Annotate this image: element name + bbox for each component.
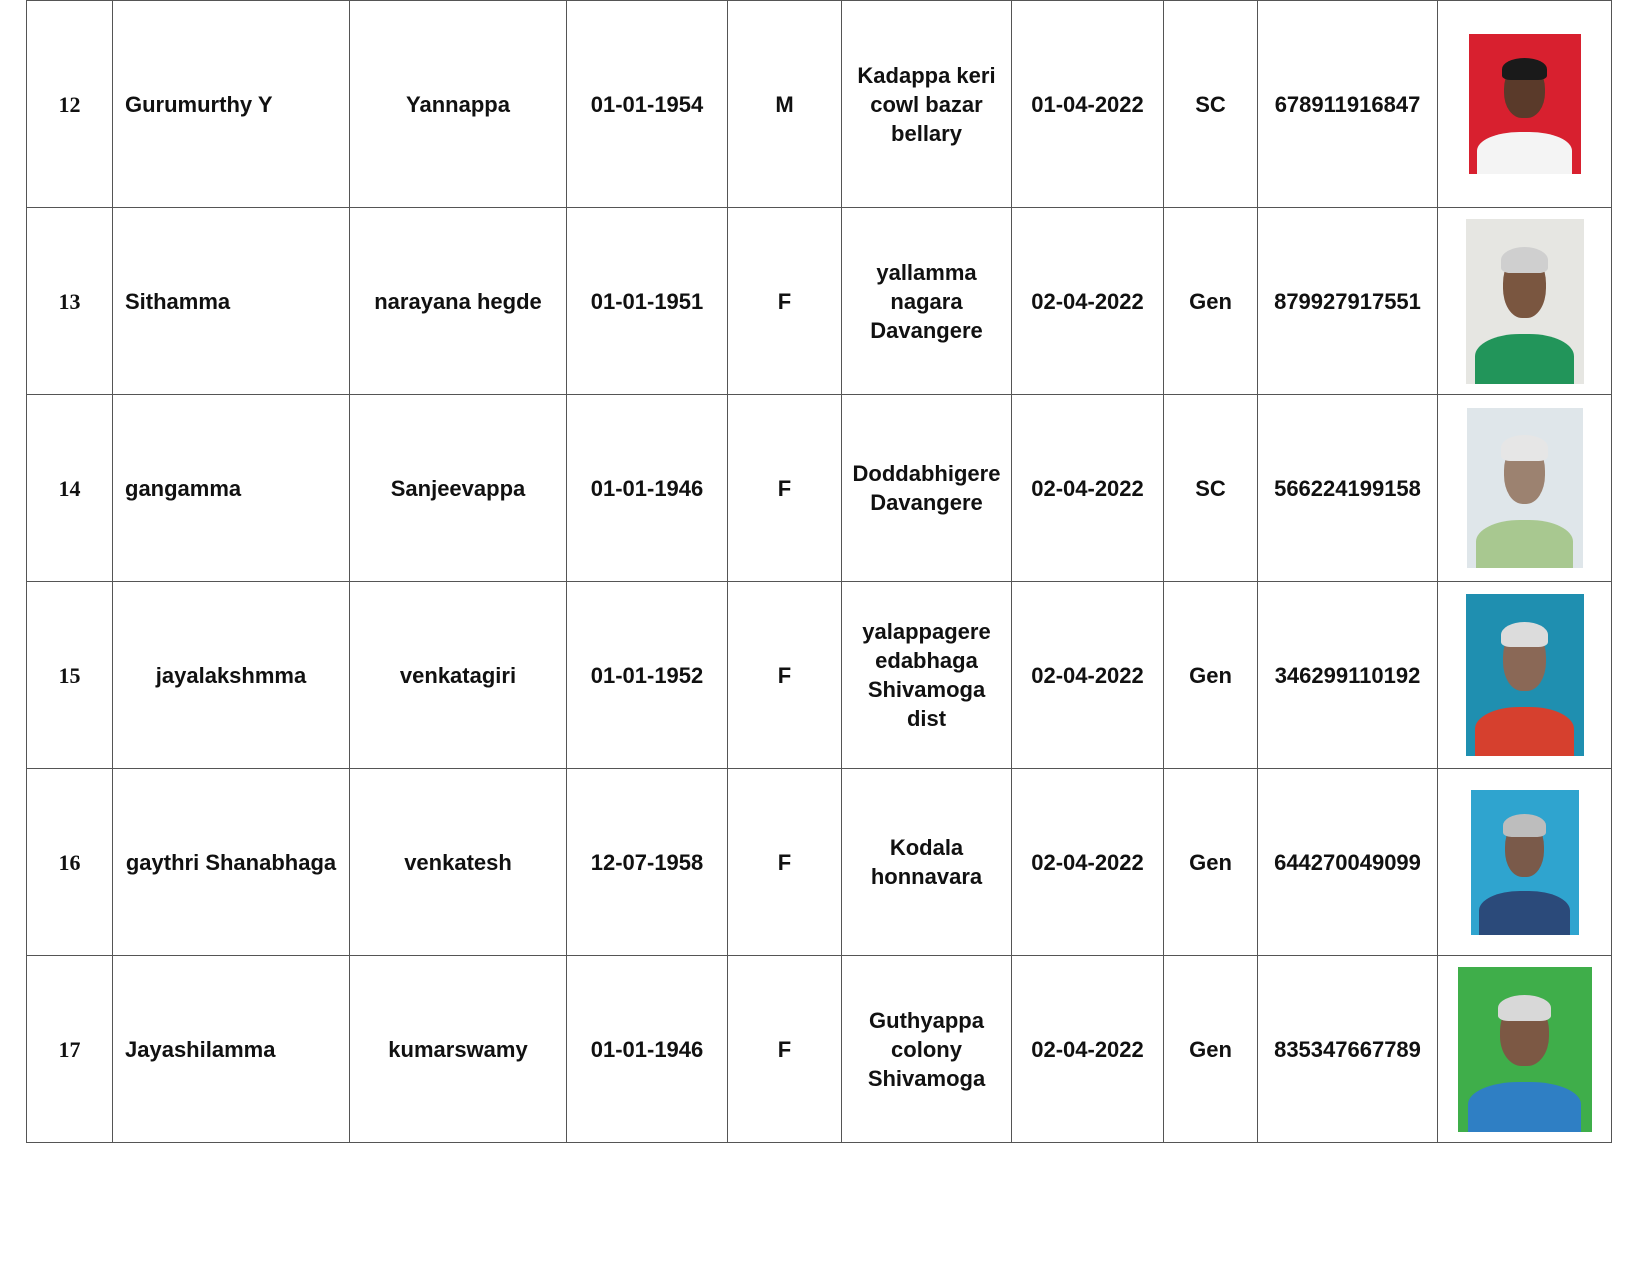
aadhaar-number: 835347667789: [1258, 956, 1438, 1143]
gender: F: [728, 582, 842, 769]
serial-number: 13: [27, 208, 113, 395]
category: Gen: [1164, 956, 1258, 1143]
photo-cell: [1438, 956, 1612, 1143]
address-line: honnavara: [870, 864, 983, 889]
photo-cell: [1438, 208, 1612, 395]
father-name: Yannappa: [350, 1, 567, 208]
address: [842, 769, 1012, 956]
gender: F: [728, 956, 842, 1143]
sanction-date: 02-04-2022: [1012, 769, 1164, 956]
sanction-date: 02-04-2022: [1012, 956, 1164, 1143]
address-line: Guthyappa: [869, 1007, 984, 1033]
address-line: yalappagere: [862, 619, 991, 644]
address-line: Shivamoga dist: [867, 677, 986, 731]
portrait-body: [1468, 1082, 1581, 1132]
aadhaar-number: 644270049099: [1258, 769, 1438, 956]
address: [842, 956, 1012, 1143]
category: Gen: [1164, 769, 1258, 956]
address-line: colony: [891, 1036, 962, 1062]
beneficiary-name: Gurumurthy Y: [113, 1, 350, 208]
table-row: [27, 1, 1612, 208]
sanction-date: 01-04-2022: [1012, 1, 1164, 208]
beneficiary-name: gangamma: [113, 395, 350, 582]
portrait-body: [1475, 334, 1574, 384]
father-name: venkatagiri: [350, 582, 567, 769]
father-name: Sanjeevappa: [350, 395, 567, 582]
portrait-photo-icon: [1471, 790, 1579, 935]
father-name: narayana hegde: [350, 208, 567, 395]
date-of-birth: 12-07-1958: [567, 769, 728, 956]
father-name: venkatesh: [350, 769, 567, 956]
portrait-photo-icon: [1458, 967, 1592, 1132]
aadhaar-number: 879927917551: [1258, 208, 1438, 395]
table-row: [27, 582, 1612, 769]
address-line: cowl bazar: [870, 91, 983, 117]
table-row: [27, 395, 1612, 582]
date-of-birth: 01-01-1946: [567, 956, 728, 1143]
gender: F: [728, 769, 842, 956]
photo-cell: [1438, 582, 1612, 769]
sanction-date: 02-04-2022: [1012, 208, 1164, 395]
portrait-photo-icon: [1466, 594, 1584, 756]
aadhaar-number: 566224199158: [1258, 395, 1438, 582]
portrait-body: [1479, 891, 1570, 935]
portrait-body: [1475, 707, 1574, 756]
father-name: kumarswamy: [350, 956, 567, 1143]
category: SC: [1164, 395, 1258, 582]
photo-cell: [1438, 769, 1612, 956]
address-line: Davangere: [870, 490, 983, 515]
portrait-body: [1476, 520, 1573, 568]
date-of-birth: 01-01-1946: [567, 395, 728, 582]
beneficiary-name: Jayashilamma: [113, 956, 350, 1143]
portrait-photo-icon: [1467, 408, 1583, 568]
address-line: Doddabhigere: [852, 461, 1001, 486]
portrait-photo-icon: [1469, 34, 1581, 174]
address-line: Kodala: [889, 835, 964, 860]
date-of-birth: 01-01-1954: [567, 1, 728, 208]
beneficiary-name: gaythri Shanabhaga: [113, 769, 350, 956]
date-of-birth: 01-01-1952: [567, 582, 728, 769]
beneficiary-name: jayalakshmma: [113, 582, 350, 769]
table-row: [27, 956, 1612, 1143]
serial-number: 12: [27, 1, 113, 208]
beneficiary-name: Sithamma: [113, 208, 350, 395]
portrait-hair: [1502, 58, 1547, 80]
portrait-hair: [1503, 814, 1546, 837]
address-line: edabhaga: [875, 648, 978, 673]
serial-number: 15: [27, 582, 113, 769]
beneficiary-table: [26, 0, 1612, 1143]
photo-cell: [1438, 1, 1612, 208]
portrait-hair: [1498, 995, 1552, 1021]
gender: F: [728, 395, 842, 582]
table-row: [27, 208, 1612, 395]
category: Gen: [1164, 208, 1258, 395]
portrait-hair: [1501, 247, 1548, 273]
photo-cell: [1438, 395, 1612, 582]
serial-number: 14: [27, 395, 113, 582]
address-line: Shivamoga: [867, 1065, 986, 1091]
address: [842, 1, 1012, 208]
date-of-birth: 01-01-1951: [567, 208, 728, 395]
address-line: yallamma: [876, 259, 977, 285]
gender: F: [728, 208, 842, 395]
address-line: Kadappa keri: [857, 62, 996, 88]
address-line: bellary: [891, 120, 962, 146]
address-line: Davangere: [870, 317, 983, 343]
serial-number: 17: [27, 956, 113, 1143]
table-row: [27, 769, 1612, 956]
portrait-photo-icon: [1466, 219, 1584, 384]
address: [842, 208, 1012, 395]
portrait-hair: [1501, 435, 1547, 461]
portrait-hair: [1501, 622, 1548, 648]
sanction-date: 02-04-2022: [1012, 582, 1164, 769]
address: [842, 582, 1012, 769]
gender: M: [728, 1, 842, 208]
aadhaar-number: 346299110192: [1258, 582, 1438, 769]
sanction-date: 02-04-2022: [1012, 395, 1164, 582]
address-line: nagara: [890, 288, 963, 314]
category: SC: [1164, 1, 1258, 208]
aadhaar-number: 678911916847: [1258, 1, 1438, 208]
portrait-body: [1477, 132, 1571, 174]
category: Gen: [1164, 582, 1258, 769]
serial-number: 16: [27, 769, 113, 956]
address: [842, 395, 1012, 582]
